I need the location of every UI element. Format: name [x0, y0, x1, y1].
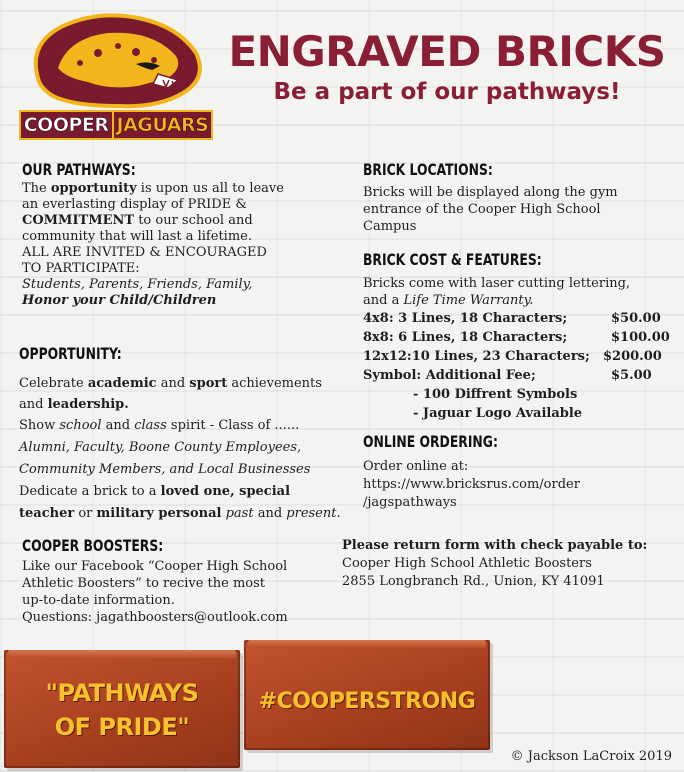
online-line-1: Order online at:: [363, 459, 469, 474]
price-row: Symbol: Additional Fee; $5.00: [363, 368, 652, 383]
brick-right-top: [248, 640, 486, 648]
logo-word-cooper: COOPER: [19, 110, 114, 140]
pathways-line-8: Honor your Child/Children: [22, 293, 217, 308]
cost-section: [363, 275, 678, 423]
opportunity-line-4: Alumni, Faculty, Boone County Employees,: [19, 440, 302, 455]
boosters-heading: COOPER BOOSTERS:: [22, 536, 164, 555]
pathways-line-7: Students, Parents, Friends, Family,: [22, 277, 253, 292]
order-url-line-2[interactable]: /jagspathways: [363, 495, 457, 510]
pathways-section: [22, 181, 284, 309]
brick-right-text: #COOPERSTRONG: [258, 689, 476, 714]
boosters-email: Questions: jagathboosters@outlook.com: [22, 610, 288, 625]
return-address: 2855 Longbranch Rd., Union, KY 41091: [342, 574, 605, 589]
price-row: 4x8: 3 Lines, 18 Characters; $50.00: [363, 311, 661, 326]
opportunity-line-1: Celebrate academic and sport achievements: [19, 376, 322, 391]
boosters-section: [22, 558, 288, 626]
pathways-line-1: The opportunity is upon us all to leave: [22, 181, 284, 196]
return-line-2: Cooper High School Athletic Boosters: [342, 556, 592, 571]
locations-line-2: entrance of the Cooper High School: [363, 202, 601, 217]
cost-line-1: Bricks come with laser cutting lettering,: [363, 276, 631, 291]
order-url-line-1[interactable]: https://www.bricksrus.com/order: [363, 477, 580, 492]
opportunity-section: [19, 373, 341, 525]
pathways-line-4: community that will last a lifetime.: [22, 229, 252, 244]
opportunity-line-6: Dedicate a brick to a loved one, special: [19, 484, 291, 499]
online-heading: ONLINE ORDERING:: [363, 432, 498, 451]
copyright-credit: © Jackson LaCroix 2019: [510, 749, 672, 764]
cost-line-2: and a Life Time Warranty.: [363, 293, 534, 308]
locations-heading: BRICK LOCATIONS:: [363, 160, 493, 179]
logo-word-jaguars: JAGUARS: [114, 110, 214, 140]
price-row: 12x12:10 Lines, 23 Characters; $200.00: [363, 349, 662, 364]
opportunity-line-5: Community Members, and Local Businesses: [19, 462, 311, 477]
price-table: [363, 309, 678, 385]
boosters-line-2: Athletic Boosters” to recive the most: [22, 576, 266, 591]
return-section: [342, 537, 647, 591]
opportunity-line-7: teacher or military personal past and present.: [19, 506, 341, 521]
logo-wordmark: [18, 114, 214, 144]
brick-left-line-1: "PATHWAYS: [45, 679, 199, 707]
brick-left-top: [8, 650, 236, 658]
opportunity-line-3: Show school and class spirit - Class of ......: [19, 418, 300, 433]
pathways-line-2: an everlasting display of PRIDE &: [22, 197, 247, 212]
price-row: 8x8: 6 Lines, 18 Characters; $100.00: [363, 330, 670, 345]
boosters-line-1: Like our Facebook “Cooper High School: [22, 559, 288, 574]
opportunity-line-2: and leadership.: [19, 397, 129, 412]
page-title: ENGRAVED BRICKS: [228, 27, 666, 76]
symbols-line-2: - Jaguar Logo Available: [413, 406, 583, 421]
brick-left-text: [4, 676, 240, 744]
pathways-line-6: TO PARTICIPATE:: [22, 261, 140, 276]
online-section: [363, 458, 580, 512]
pathways-heading: OUR PATHWAYS:: [22, 160, 136, 179]
page-subtitle: Be a part of our pathways!: [273, 79, 621, 105]
pathways-line-3: COMMITMENT to our school and: [22, 213, 253, 228]
brick-left-line-2: OF PRIDE": [54, 713, 190, 741]
cost-heading: BRICK COST & FEATURES:: [363, 250, 542, 269]
locations-section: [363, 184, 618, 235]
locations-line-3: Campus: [363, 219, 417, 234]
return-line-1: Please return form with check payable to:: [342, 538, 648, 553]
boosters-line-3: up-to-date information.: [22, 593, 175, 608]
symbols-line-1: - 100 Diffrent Symbols: [413, 387, 578, 402]
pathways-line-5: ALL ARE INVITED & ENCOURAGED: [22, 245, 267, 260]
opportunity-heading: OPPORTUNITY:: [19, 344, 122, 363]
locations-line-1: Bricks will be displayed along the gym: [363, 185, 618, 200]
